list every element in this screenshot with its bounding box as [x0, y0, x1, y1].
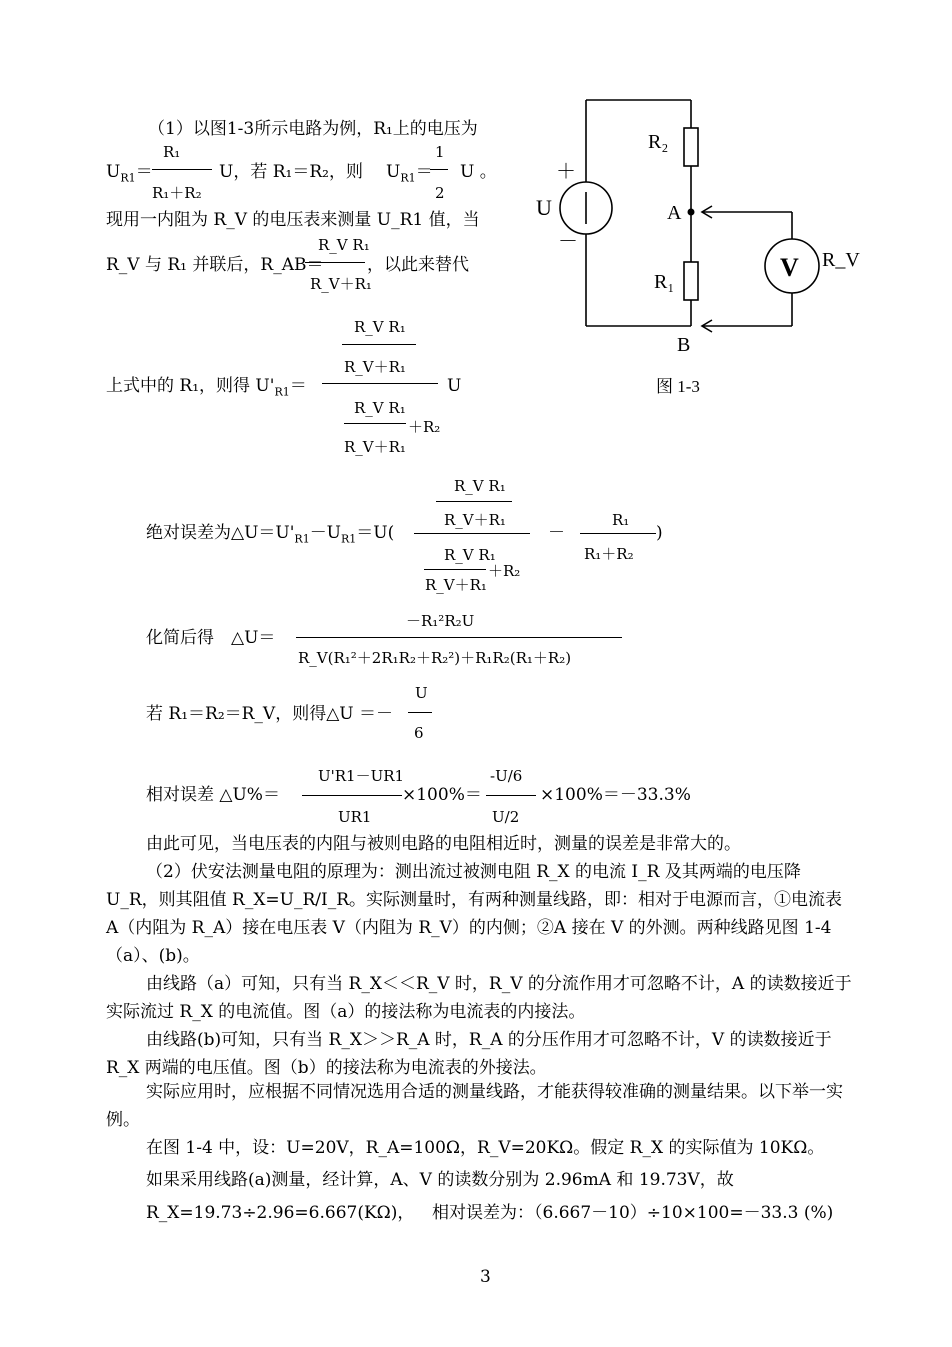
conclusion-text: 由此可见，当电压表的内阻与被则电路的电阻相近时，测量的误差是非常大的。: [146, 834, 741, 854]
figure-caption: 图 1-3: [656, 377, 700, 396]
ur1-lhs: $U_{R1}=$: [106, 162, 153, 185]
node-a-dot: [688, 209, 695, 216]
eq-if-num: U: [415, 684, 428, 702]
eq-rel-line2: [486, 795, 536, 796]
r1-label: R₁: [654, 271, 675, 293]
eq-rel-num1: U'R1－UR1: [318, 767, 405, 785]
p1-after-half: U 。: [460, 162, 497, 182]
eq-if-pre: 若 R₁＝R₂＝R_V，则得△U ＝－: [146, 704, 394, 724]
half-den: 2: [435, 184, 445, 202]
eq-if-line: [408, 712, 432, 713]
paragraph-7: 如果采用线路(a)测量，经计算，A、V 的读数分别为 2.96mA 和 19.73V，故: [146, 1170, 734, 1190]
eq-abs-bot-den: R_V＋R₁: [425, 576, 487, 594]
eq-u1-main-line: [322, 383, 438, 384]
circuit-figure-1-3: [530, 88, 860, 398]
rab-num: R_V R₁: [318, 236, 370, 254]
paragraph-6: 在图 1-4 中，设：U=20V，R_A=100Ω，R_V=20KΩ。假定 R_X 的实际值为 10KΩ。: [146, 1138, 825, 1158]
eq-u1-u: U: [447, 376, 462, 396]
eq-abs-top-num: R_V R₁: [454, 477, 506, 495]
paragraph-8a: R_X=19.73÷2.96=6.667(KΩ)，: [146, 1203, 415, 1223]
paragraph-5: 实际应用时，应根据不同情况选用合适的测量线路，才能获得较准确的测量结果。以下举一实例。: [106, 1082, 843, 1130]
node-a-label: A: [667, 202, 682, 224]
voltmeter-v-label: V: [780, 253, 799, 282]
p1-line4-pre: R_V 与 R₁ 并联后，R_AB＝: [106, 255, 324, 275]
eq-rel-pre: 相对误差 △U%＝: [146, 785, 280, 805]
ur1-again: $U_{R1}=$: [386, 162, 433, 185]
source-u-label: U: [536, 195, 552, 220]
page-number: 3: [480, 1267, 491, 1287]
p1-line1: （1）以图1-3所示电路为例，R₁上的电压为: [148, 119, 478, 139]
node-b-label: B: [677, 334, 691, 356]
plus-sign: ＋: [556, 161, 576, 183]
rab-line: [305, 262, 365, 263]
eq-u1-pre: 上式中的 R₁，则得 $U'_{R1}=$: [106, 376, 307, 399]
eq-simp-pre: 化简后得 △U＝: [146, 628, 276, 648]
eq-rel-den1: UR1: [338, 808, 372, 826]
minus-sign: －: [558, 231, 578, 253]
paragraph-4: 由线路(b)可知，只有当 R_X＞＞R_A 时，R_A 的分压作用才可忽略不计，V 的读数接近于 R_X 两端的电压值。图（b）的接法称为电流表的外接法。: [106, 1030, 832, 1078]
eq-abs-pre: 绝对误差为$\triangle U=U'_{R1}-U_{R1}=U$(: [146, 523, 395, 546]
r2-label: R₂: [648, 131, 669, 153]
eq-rel-post: ×100%＝－33.3%: [540, 785, 691, 805]
eq-rel-den2: U/2: [492, 808, 520, 826]
eq-simp-den: R_V(R₁²＋2R₁R₂＋R₂²)＋R₁R₂(R₁＋R₂): [298, 649, 572, 667]
half-line: [430, 169, 448, 170]
eq-abs-bot-line: [424, 569, 486, 570]
paragraph-3: 由线路（a）可知，只有当 R_X＜＜R_V 时，R_V 的分流作用才可忽略不计，A 的读数接近于实际流过 R_X 的电流值。图（a）的接法称为电流表的内接法。: [106, 974, 852, 1022]
eq-rel-num2: -U/6: [490, 767, 523, 785]
eq-u1-top-num: R_V R₁: [354, 318, 406, 336]
p1-frac-num: R₁: [163, 143, 181, 161]
eq-rel-mid: ×100%＝: [402, 785, 482, 805]
p1-line3: 现用一内阻为 R_V 的电压表来测量 U_R1 值，当: [106, 210, 480, 230]
eq-abs-minus: －: [548, 523, 565, 543]
half-num: 1: [435, 143, 445, 161]
paragraph-2: （2）伏安法测量电阻的原理为：测出流过被测电阻 R_X 的电流 I_R 及其两端的电压降 U_R，则其阻值 R_X=U_R/I_R。实际测量时，有两种测量线路，即：相对于电源而言，①电流表 A（内阻为 R_A）接在电压表 V（内阻为 R_V）的内侧；②A 接在 V 的外测。两种线路见图 1-4（a）、(b)。: [106, 862, 843, 966]
p1-after-frac: U，若 R₁＝R₂，则: [219, 162, 363, 182]
eq-abs-top-line: [436, 501, 512, 502]
p1-line4-post: ，以此来替代: [367, 255, 469, 275]
eq-u1-bot-line: [344, 423, 406, 424]
paragraph-8b: 相对误差为：（6.667－10）÷10×100=－33.3 (%): [432, 1203, 834, 1223]
eq-abs-r-line: [580, 533, 656, 534]
eq-rel-line1: [302, 795, 402, 796]
eq-abs-close: ): [656, 523, 663, 543]
rv-label: R_V: [822, 249, 860, 271]
eq-u1-bot-plus: ＋R₂: [408, 418, 441, 436]
eq-abs-r-num: R₁: [612, 511, 630, 529]
eq-abs-top-den: R_V＋R₁: [444, 511, 506, 529]
eq-abs-r-den: R₁＋R₂: [584, 545, 634, 563]
eq-u1-top-den: R_V＋R₁: [344, 358, 406, 376]
eq-abs-bot-num: R_V R₁: [444, 546, 496, 564]
p1-frac-den: R₁＋R₂: [152, 184, 202, 202]
eq-if-den: 6: [414, 724, 424, 742]
p1-frac-line: [152, 169, 212, 170]
eq-u1-bot-num: R_V R₁: [354, 399, 406, 417]
eq-abs-bot-plus: ＋R₂: [488, 562, 521, 580]
eq-simp-num: －R₁²R₂U: [406, 612, 475, 630]
eq-simp-line: [296, 637, 622, 638]
rab-den: R_V＋R₁: [310, 275, 372, 293]
eq-u1-top-line: [342, 344, 416, 345]
eq-u1-bot-den: R_V＋R₁: [344, 438, 406, 456]
eq-abs-main-line: [414, 533, 530, 534]
